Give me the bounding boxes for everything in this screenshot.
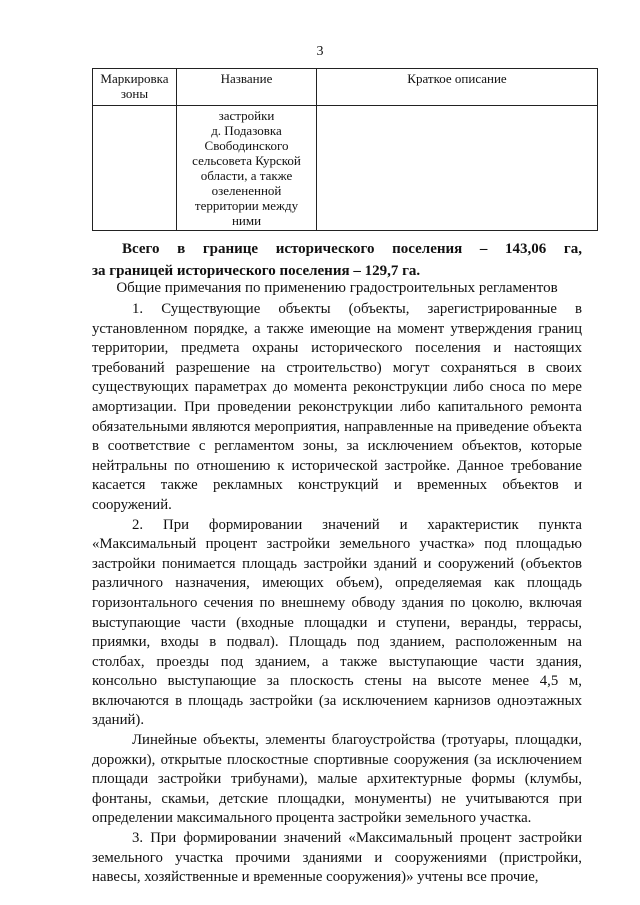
area-totals <box>92 238 582 282</box>
name-line: застройки <box>218 108 275 123</box>
name-line: Свободинского <box>204 138 289 153</box>
cell-marking <box>93 106 177 231</box>
page-number: 3 <box>316 44 324 59</box>
notes-body <box>92 300 582 888</box>
name-line: озелененной <box>211 183 282 198</box>
name-line: ними <box>231 213 262 228</box>
table-header-row <box>93 69 598 106</box>
name-line: д. Подазовка <box>211 123 282 138</box>
name-line: территории между <box>194 198 299 213</box>
zones-table <box>92 68 598 231</box>
paragraph-4: 3. При формировании значений «Максимальный процент застройки земельного участка прочими зданиями и сооружениями (пристройки, навесы, хозяйственные и временные сооружения)» учтены все прочие, <box>92 830 582 886</box>
header-marking: Маркировка зоны <box>93 69 177 106</box>
total-within-boundary: Всего в границе исторического поселения – 143,06 га, <box>122 241 582 257</box>
notes-heading: Общие примечания по применению градостроительных регламентов <box>116 280 558 296</box>
table-row <box>93 106 598 231</box>
header-description: Краткое описание <box>317 69 598 106</box>
paragraph-1: 1. Существующие объекты (объекты, зарегистрированные в установленном порядке, а также имеющие на момент утверждения границ территории, предмета охраны исторического поселения и настоящих требований разрешение на строительство) могут сохраняться в своих существующих параметрах до момента реконструкции либо сноса по мере амортизации. При проведении реконструкции либо капитального ремонта обязательными являются мероприятия, направленные на приведение объекта в соответствие с регламентом зоны, за исключением объектов, которые нейтральны по отношению к исторической застройке. Данное требование касается также рекламных конструкций и временных объектов и сооружений. <box>92 301 582 513</box>
header-name: Название <box>177 69 317 106</box>
name-line: области, а также <box>200 168 293 183</box>
name-line: сельсовета Курской <box>192 153 301 168</box>
total-outside-boundary: за границей исторического поселения – 129,7 га. <box>92 263 421 279</box>
paragraph-2: 2. При формировании значений и характеристик пункта «Максимальный процент застройки земельного участка» под площадью застройки понимается площадь застройки зданий и сооружений (объектов различного назначения, имеющих объем), определяемая как площадь горизонтального сечения по внешнему обводу здания по цоколю, включая выступающие части (входные площадки и ступени, веранды, террасы, приямки, входы в подвал). Площадь под зданием, расположенным на столбах, проезды под зданием, а также выступающие части здания, консольно выступающие за плоскость стены на высоте менее 4,5 м, включаются в площадь застройки (за исключением карнизов одноэтажных зданий). <box>92 516 582 729</box>
cell-description <box>317 106 598 231</box>
cell-name <box>177 106 317 231</box>
paragraph-3: Линейные объекты, элементы благоустройства (тротуары, площадки, дорожки), открытые плоскостные спортивные сооружения (за исключением площади застройки трибунами), малые архитектурные формы (клумбы, фонтаны, скамьи, детские площадки, монументы) не учитываются при определении максимального процента застройки земельного участка. <box>92 732 582 827</box>
